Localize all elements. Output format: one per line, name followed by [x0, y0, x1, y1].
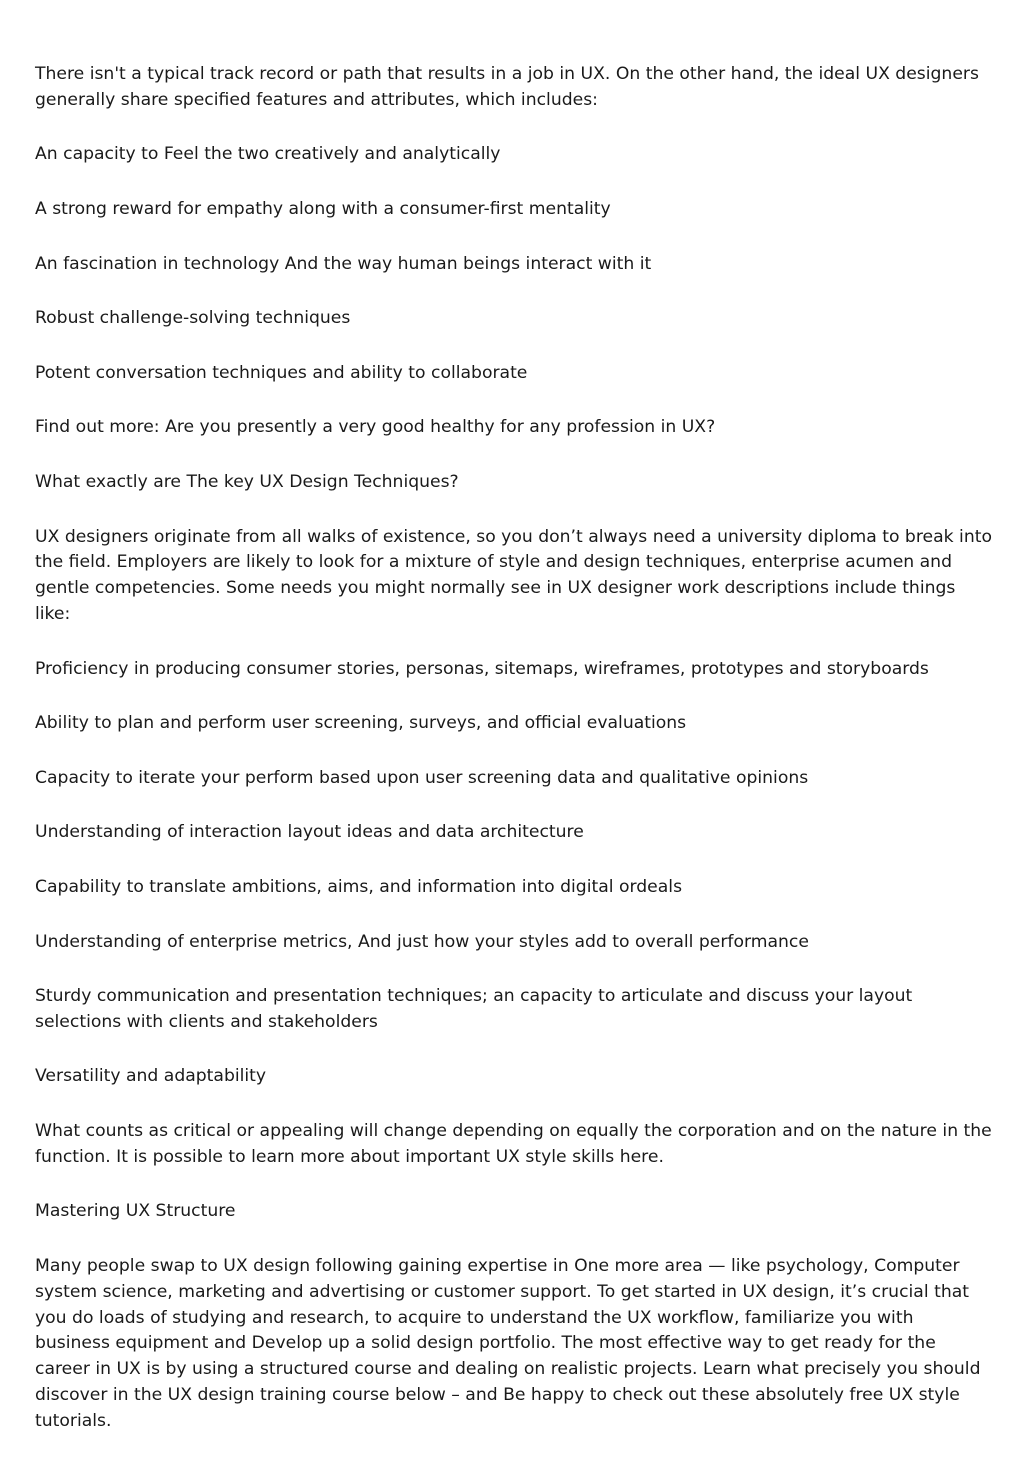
trait-item: Robust challenge-solving techniques [35, 308, 351, 329]
skill-item: Capability to translate ambitions, aims, and information into digital ordeals [35, 876, 683, 897]
trait-item: A strong reward for empathy along with a consumer-first mentality [35, 198, 611, 219]
trait-item: An capacity to Feel the two creatively and analytically [35, 144, 501, 165]
intro-paragraph: There isn't a typical track record or path that results in a job in UX. On the other hand, the ideal UX designers generally share specified features and attributes, which includes: [35, 64, 979, 110]
skill-item: Versatility and adaptability [35, 1066, 267, 1087]
skill-item: Understanding of interaction layout ideas and data architecture [35, 822, 584, 843]
skill-item: Understanding of enterprise metrics, And just how your styles add to overall performance [35, 931, 809, 952]
trait-item: An fascination in technology And the way human beings interact with it [35, 253, 652, 274]
trait-item: Potent conversation techniques and ability to collaborate [35, 362, 528, 383]
skill-item: Capacity to iterate your perform based upon user screening data and qualitative opinions [35, 767, 809, 788]
skills-intro-paragraph: UX designers originate from all walks of existence, so you don’t always need a university diploma to break into the field. Employers are likely to look for a mixture of style and design techniques, enterprise acumen and gentle competencies. Some needs you might normally see in UX designer work descriptions include things like: [35, 526, 992, 624]
find-out-more-line: Find out more: Are you presently a very good healthy for any profession in UX? [35, 417, 716, 438]
section-heading: What exactly are The key UX Design Techniques? [35, 471, 459, 492]
skill-item: Sturdy communication and presentation techniques; an capacity to articulate and discuss your layout selections with clients and stakeholders [35, 986, 913, 1032]
final-paragraph: Many people swap to UX design following gaining expertise in One more area — like psychology, Computer system science, marketing and advertising or customer support. To get started in UX design, it’s crucial that you do loads of studying and research, to acquire to understand the UX workflow, familiarize you with business equipment and Develop up a solid design portfolio. The most effective way to get ready for the career in UX is by using a structured course and dealing on realistic projects. Learn what precisely you should discover in the UX design training course below – and Be happy to check out these absolutely free UX style tutorials. [35, 1256, 981, 1431]
closing-skills-paragraph: What counts as critical or appealing will change depending on equally the corporation and on the nature in the function. It is possible to learn more about important UX style skills here. [35, 1121, 992, 1167]
skill-item: Ability to plan and perform user screening, surveys, and official evaluations [35, 713, 687, 734]
section-heading: Mastering UX Structure [35, 1201, 236, 1222]
skill-item: Proficiency in producing consumer stories, personas, sitemaps, wireframes, prototypes and storyboards [35, 658, 929, 679]
document-body [35, 62, 993, 1463]
